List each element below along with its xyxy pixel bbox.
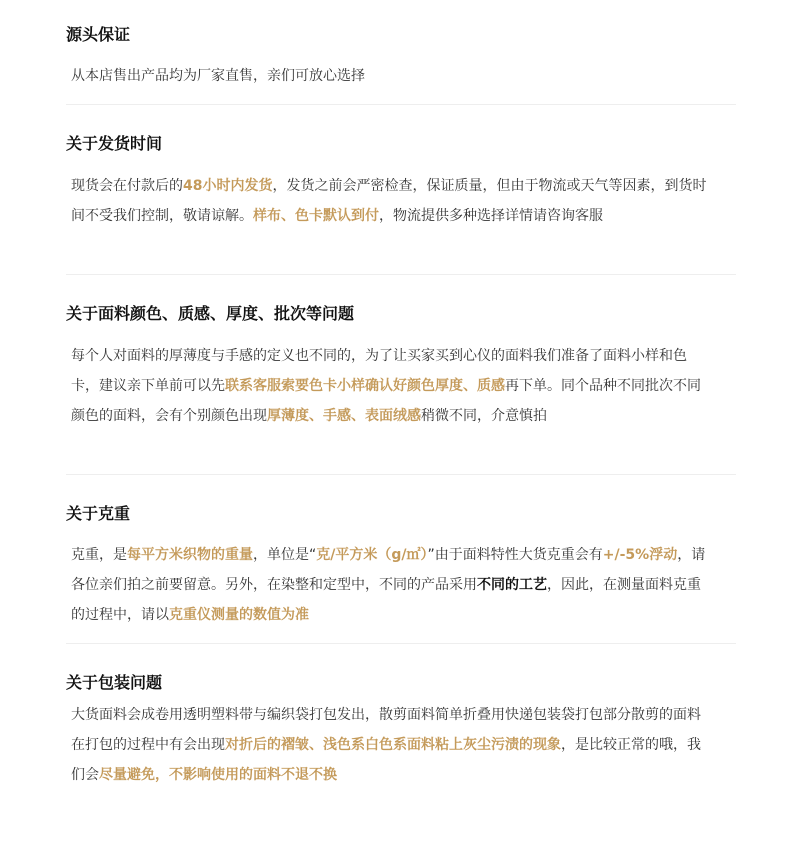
section-text-packaging (71, 700, 711, 790)
text-segment: ，物流提供多种选择详情请咨询客服 (379, 208, 603, 224)
divider (66, 104, 736, 105)
text-segment: 从本店售出产品均为厂家直售，亲们可放心选择 (71, 68, 365, 84)
divider (66, 274, 736, 275)
section-title-fabric-quality: 关于面料颜色、质感、厚度、批次等问题 (66, 304, 355, 323)
section-title-fabric-weight: 关于克重 (66, 504, 131, 523)
highlight-text: +/-5%浮动 (602, 547, 678, 563)
text-segment: 稍微不同，介意慎拍 (421, 408, 547, 424)
text-segment: 克重，是 (71, 547, 127, 563)
text-segment: 现货会在付款后的 (71, 178, 183, 194)
text-segment: 大货面料会成卷用透明塑料带与编织袋打包发出，散剪面料简单折叠用快递包装袋打包部分散剪的面料在打包的过程中有会出现 (71, 707, 701, 753)
section-title-source-guarantee: 源头保证 (66, 25, 131, 44)
divider (66, 643, 736, 644)
highlight-text: 联系客服索要色卡小样确认好颜色厚度、质感 (225, 378, 505, 394)
highlight-text: 48小时内发货 (183, 178, 273, 194)
highlight-text: 克重仪测量的数值为准 (169, 607, 309, 623)
text-segment: ，因此，在测量面料克重的过程中，请以 (71, 577, 701, 623)
text-segment: ，单位是“ (253, 547, 317, 563)
text-segment: ”由于面料特性大货克重会有 (427, 547, 603, 563)
text-segment: ，发货之前会严密检查，保证质量，但由于物流或天气等因素，到货时间不受我们控制，敬请谅解。 (71, 178, 707, 224)
section-title-packaging: 关于包装问题 (66, 673, 163, 692)
text-segment: 再下单。同个品种不同批次不同颜色的面料，会有个别颜色出现 (71, 378, 701, 424)
text-segment: ，是比较正常的哦，我们会 (71, 737, 701, 783)
highlight-text: 厚薄度、手感、表面绒感 (267, 408, 421, 424)
section-text-fabric-weight (71, 540, 711, 630)
highlight-text: 每平方米织物的重量 (127, 547, 253, 563)
bold-text: 不同的工艺 (477, 577, 547, 593)
highlight-text: 克/平方米（g/㎡） (316, 547, 428, 563)
highlight-text: 对折后的褶皱、浅色系白色系面料粘上灰尘污渍的现象 (225, 737, 561, 753)
section-title-shipping-time: 关于发货时间 (66, 134, 163, 153)
text-segment: 每个人对面料的厚薄度与手感的定义也不同的，为了让买家买到心仪的面料我们准备了面料小样和色卡，建议亲下单前可以先 (71, 348, 687, 394)
section-text-shipping-time (71, 171, 711, 231)
text-segment: ，请各位亲们拍之前要留意。另外，在染整和定型中，不同的产品采用 (71, 547, 706, 593)
divider (66, 474, 736, 475)
section-text-source-guarantee (71, 61, 711, 91)
highlight-text: 尽量避免，不影响使用的面料不退不换 (99, 767, 337, 783)
highlight-text: 样布、色卡默认到付 (253, 208, 379, 224)
section-text-fabric-quality (71, 341, 711, 431)
